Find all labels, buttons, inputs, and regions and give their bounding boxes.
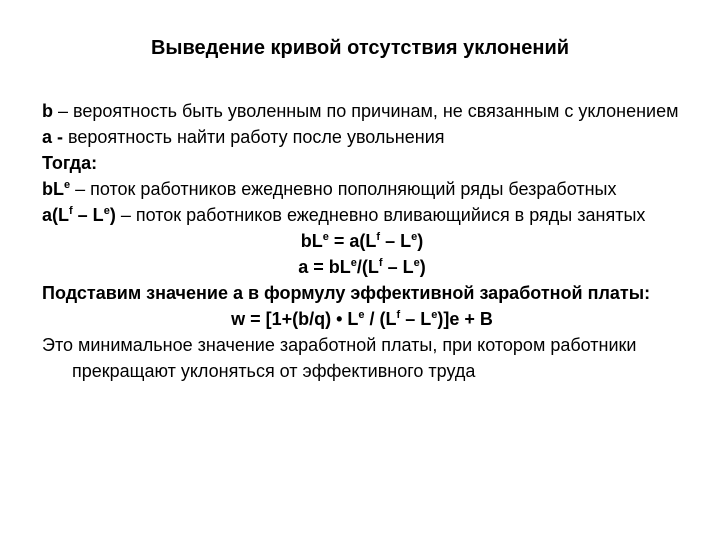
- definition-b: [42, 98, 682, 124]
- symbol-a: a -: [42, 127, 64, 147]
- definition-ble: [42, 176, 682, 202]
- symbol-b: b: [42, 101, 53, 121]
- conclusion-text: Это минимальное значение заработной платы, при котором работники прекращают уклоняться от эффективного труда: [42, 335, 637, 381]
- slide-body: [42, 98, 682, 384]
- definition-ble-text: – поток работников ежедневно пополняющий ряды безработных: [70, 179, 617, 199]
- definition-alf: [42, 202, 682, 228]
- alf-symbol: $a(L^f - Le)$: [42, 205, 116, 225]
- substitute-text: Подставим значение a в формулу эффективной заработной платы:: [42, 283, 651, 303]
- equation-a: $a = bL^e/(L^f - Le)$: [298, 257, 426, 277]
- definition-a: [42, 124, 682, 150]
- ble-symbol: $bL^e$: [42, 179, 71, 199]
- equation-balance: $bL^e = a(L^f - Le)$: [300, 231, 424, 251]
- equation-wage: w = [1+(b/q) • $Le / (L^f - L^e)]e + B$: [231, 309, 493, 329]
- then-label: Тогда:: [42, 153, 98, 173]
- slide-title: Выведение кривой отсутствия уклонений: [150, 37, 570, 59]
- definition-a-text: вероятность найти работу после увольнения: [63, 127, 445, 147]
- definition-b-text: – вероятность быть уволенным по причинам, не связанным с уклонением: [53, 101, 679, 121]
- definition-alf-text: – поток работников ежедневно вливающийися в ряды занятых: [115, 205, 646, 225]
